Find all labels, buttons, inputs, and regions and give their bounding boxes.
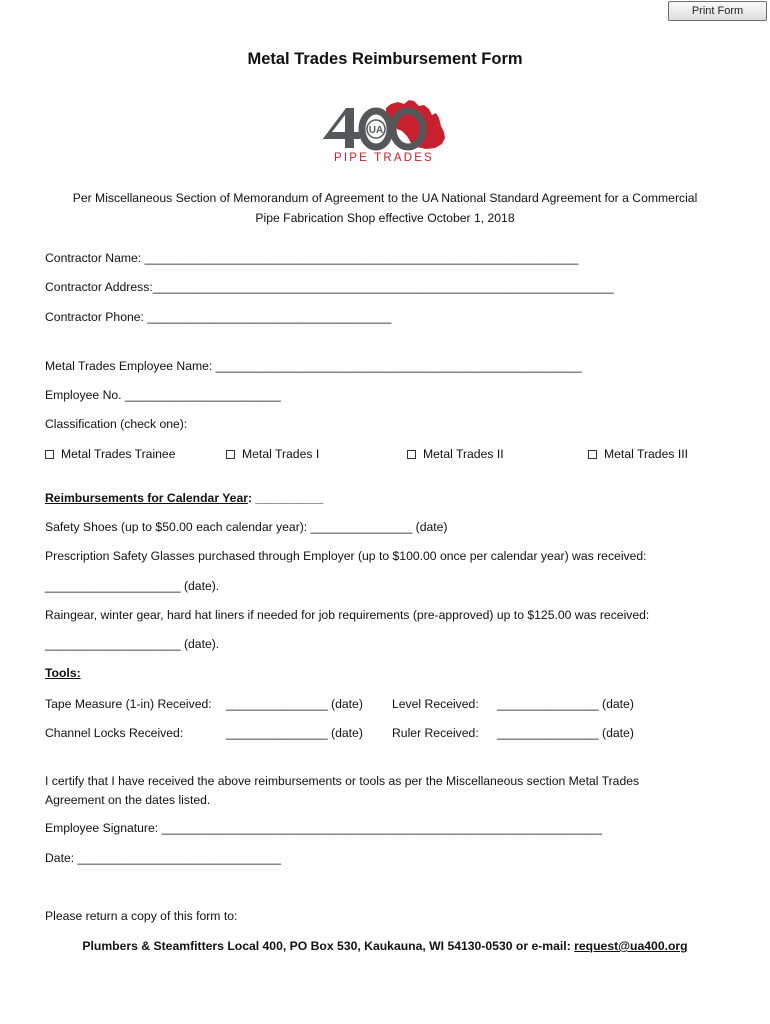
logo-tagline: PIPE TRADES bbox=[333, 152, 435, 164]
ruler-date-field[interactable]: _______________ (date) bbox=[497, 726, 634, 740]
certify-line-1: I certify that I have received the above reimbursements or tools as per the Miscellaneous section Metal Trades bbox=[45, 774, 640, 788]
employee-name-field[interactable]: Metal Trades Employee Name: ______________________________________________________ bbox=[45, 359, 582, 373]
intro-line-2: Pipe Fabrication Shop effective October 1, 2018 bbox=[255, 211, 515, 225]
raingear-date-field[interactable]: ____________________ (date). bbox=[45, 637, 220, 651]
classification-option-label: Metal Trades I bbox=[242, 447, 320, 461]
safety-glasses-text: Prescription Safety Glasses purchased through Employer (up to $100.00 once per calendar year) was received: bbox=[45, 549, 647, 563]
level-date-field[interactable]: _______________ (date) bbox=[497, 697, 634, 711]
checkbox[interactable] bbox=[588, 450, 597, 459]
email-link[interactable]: request@ua400.org bbox=[574, 939, 688, 953]
calendar-year-field[interactable]: : __________ bbox=[247, 491, 324, 505]
safety-shoes-field[interactable]: Safety Shoes (up to $50.00 each calendar year): _______________ (date) bbox=[45, 520, 448, 534]
classification-option-level-2[interactable] bbox=[407, 447, 504, 461]
certify-line-2: Agreement on the dates listed. bbox=[45, 793, 211, 807]
classification-option-trainee[interactable] bbox=[45, 447, 175, 461]
return-label: Please return a copy of this form to: bbox=[45, 909, 238, 923]
reimbursements-heading-row bbox=[45, 491, 323, 505]
raingear-text: Raingear, winter gear, hard hat liners if needed for job requirements (pre-approved) up to $125.00 was received: bbox=[45, 608, 650, 622]
classification-option-level-3[interactable] bbox=[588, 447, 688, 461]
channel-locks-date-field[interactable]: _______________ (date) bbox=[226, 726, 363, 740]
classification-option-label: Metal Trades Trainee bbox=[61, 447, 176, 461]
print-form-button[interactable]: Print Form bbox=[668, 1, 767, 21]
return-address bbox=[0, 939, 770, 953]
safety-glasses-date-field[interactable]: ____________________ (date). bbox=[45, 579, 220, 593]
checkbox[interactable] bbox=[226, 450, 235, 459]
tape-measure-label: Tape Measure (1-in) Received: bbox=[45, 697, 212, 711]
employee-signature-field[interactable]: Employee Signature: _________________________________________________________________ bbox=[45, 821, 603, 835]
form-title: Metal Trades Reimbursement Form bbox=[247, 50, 523, 68]
contractor-phone-field[interactable]: Contractor Phone: ____________________________________ bbox=[45, 310, 392, 324]
classification-option-label: Metal Trades II bbox=[423, 447, 504, 461]
channel-locks-label: Channel Locks Received: bbox=[45, 726, 184, 740]
tape-measure-date-field[interactable]: _______________ (date) bbox=[226, 697, 363, 711]
contractor-address-field[interactable]: Contractor Address:____________________________________________________________________ bbox=[45, 280, 614, 294]
tools-heading: Tools: bbox=[45, 666, 81, 680]
logo-initials: UA bbox=[368, 125, 384, 136]
date-field[interactable]: Date: ______________________________ bbox=[45, 851, 281, 865]
classification-option-level-1[interactable] bbox=[226, 447, 319, 461]
level-label: Level Received: bbox=[392, 697, 479, 711]
reimbursements-heading: Reimbursements for Calendar Year bbox=[45, 491, 248, 505]
checkbox[interactable] bbox=[407, 450, 416, 459]
classification-option-label: Metal Trades III bbox=[604, 447, 688, 461]
checkbox[interactable] bbox=[45, 450, 54, 459]
ruler-label: Ruler Received: bbox=[392, 726, 479, 740]
classification-label: Classification (check one): bbox=[45, 417, 188, 431]
intro-line-1: Per Miscellaneous Section of Memorandum of Agreement to the UA National Standard Agreement for a Commercial bbox=[72, 191, 698, 205]
numeral-four-shape bbox=[322, 108, 360, 148]
contractor-name-field[interactable]: Contractor Name: ________________________________________________________________ bbox=[45, 251, 579, 265]
ua-400-pipe-trades-logo bbox=[318, 98, 450, 164]
return-address-text: Plumbers & Steamfitters Local 400, PO Box 530, Kaukauna, WI 54130-0530 or e-mail: bbox=[82, 939, 575, 953]
employee-number-field[interactable]: Employee No. _______________________ bbox=[45, 388, 281, 402]
